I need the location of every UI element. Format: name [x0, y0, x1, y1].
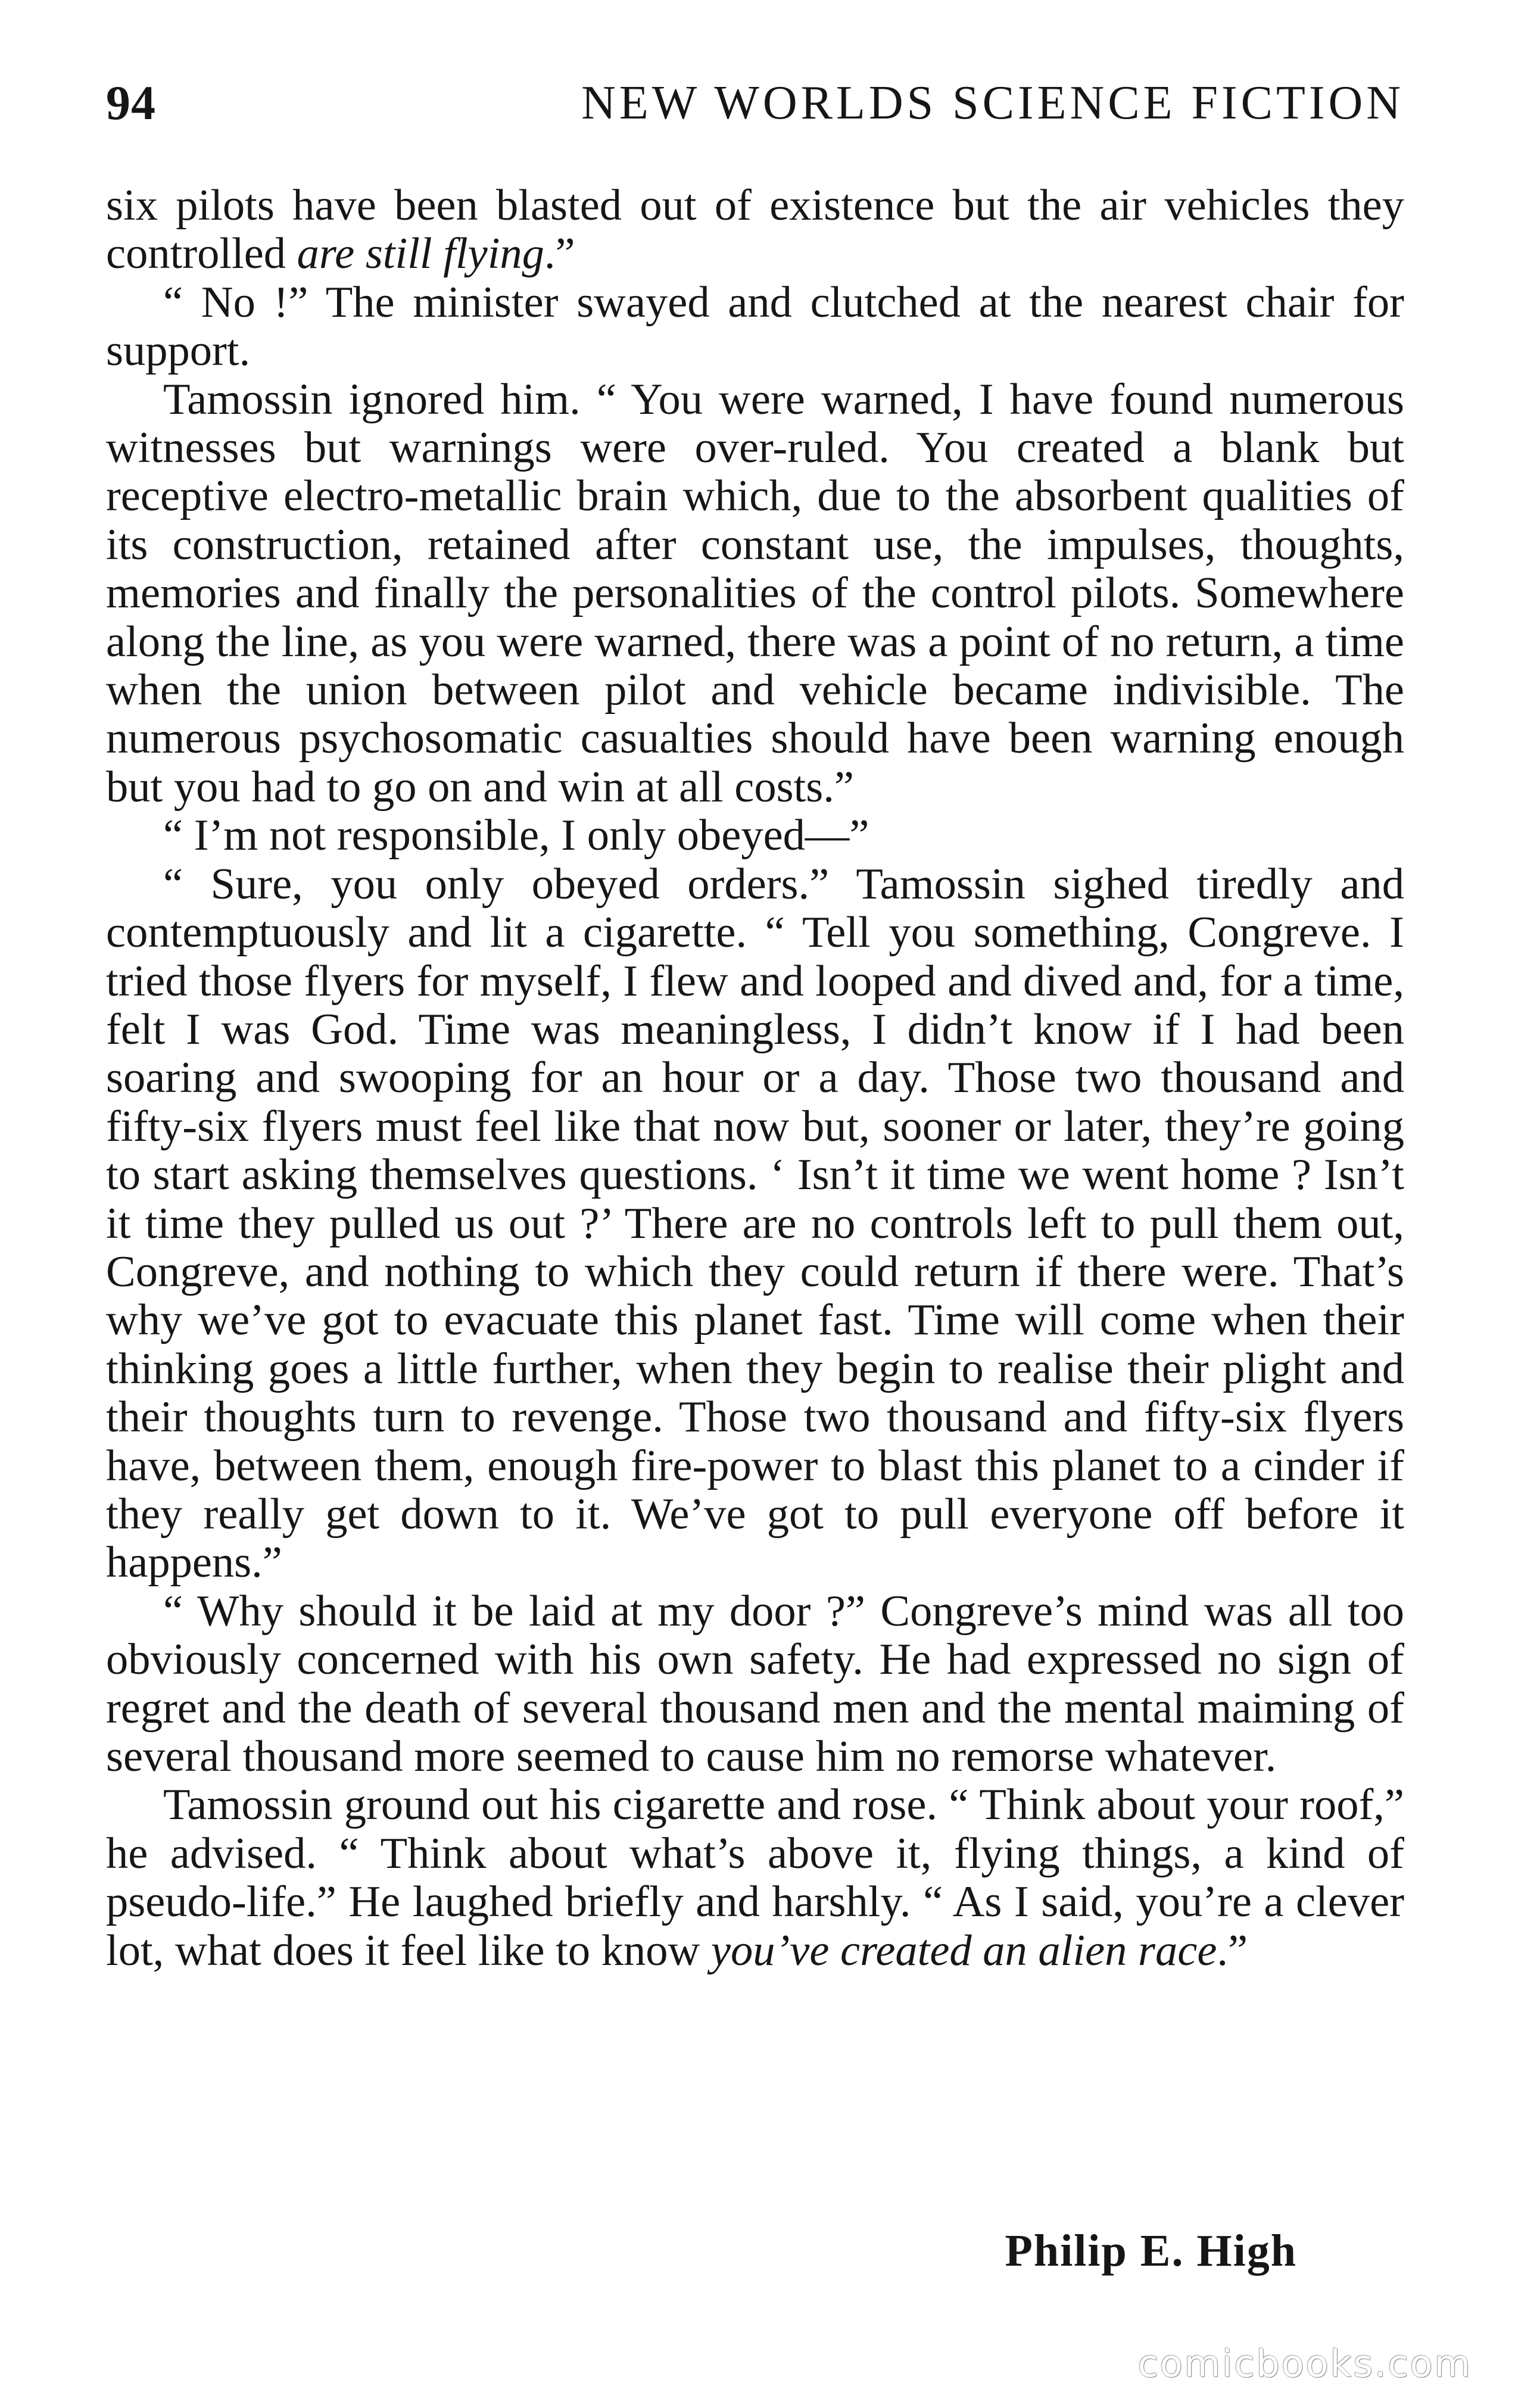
italic-emphasis: you’ve created an alien race: [710, 1926, 1217, 1975]
page-number: 94: [106, 76, 156, 130]
paragraph: “ No !” The minister swayed and clutched at the nearest chair for support.: [106, 277, 1404, 376]
paragraph-continuation: [106, 182, 1404, 279]
paragraph: Tamossin ignored him. “ You were warned, I have found numerous witnesses but warnings were over-ruled. You created a blank but receptive electro-metallic brain which, due to the absorbent qualities of its construction, retained after constant use, the impulses, thoughts, memories and finally the personalities of the control pilots. Somewhere along the line, as you were warned, there was a point of no return, a time when the union between pilot and vehicle became indivisible. The numerous psychosomatic casualties should have been warning enough but you had to go on and win at all costs.”: [106, 375, 1404, 812]
paragraph-text: Tamossin ground out his cigarette and rose. “ Think about your roof,” he advised. “ Think about what’s above it, flying things, a kind of pseudo-life.” He laughed briefly and harshly. “ As I said, you’re a clever lot, what does it feel like to know: [106, 1780, 1404, 1975]
italic-emphasis: are still flying: [297, 229, 544, 279]
paragraph-text: .”: [1217, 1926, 1248, 1975]
page-header: [106, 70, 1404, 136]
paragraph-text: .”: [544, 229, 575, 279]
site-watermark: comicbooks.com: [1137, 2342, 1472, 2385]
story-text: [106, 182, 1404, 1975]
paragraph-text: six pilots have been blasted out of existence but the air vehicles they controlled: [106, 181, 1404, 279]
paragraph: [106, 1781, 1404, 1975]
running-title: NEW WORLDS SCIENCE FICTION: [581, 77, 1404, 129]
author-byline: Philip E. High: [1005, 2226, 1297, 2276]
paragraph: “ I’m not responsible, I only obeyed—”: [163, 811, 869, 860]
paragraph: “ Sure, you only obeyed orders.” Tamossin sighed tiredly and contemptuously and lit a cigarette. “ Tell you something, Congreve. I tried those flyers for myself, I flew and looped and dived and, for a time, felt I was God. Time was meaningless, I didn’t know if I had been soaring and swooping for an hour or a day. Those two thousand and fifty-six flyers must feel like that now but, sooner or later, they’re going to start asking themselves questions. ‘ Isn’t it time we went home ? Isn’t it time they pulled us out ?’ There are no controls left to pull them out, Congreve, and nothing to which they could return if there were. That’s why we’ve got to evacuate this planet fast. Time will come when their thinking goes a little further, when they begin to realise their plight and their thoughts turn to revenge. Those two thousand and fifty-six flyers have, between them, enough fire-power to blast this planet to a cinder if they really get down to it. We’ve got to pull everyone off before it happens.”: [106, 859, 1404, 1587]
paragraph: “ Why should it be laid at my door ?” Congreve’s mind was all too obviously concerned with his own safety. He had expressed no sign of regret and the death of several thousand men and the mental maiming of several thousand more seemed to cause him no remorse whatever.: [106, 1586, 1404, 1781]
